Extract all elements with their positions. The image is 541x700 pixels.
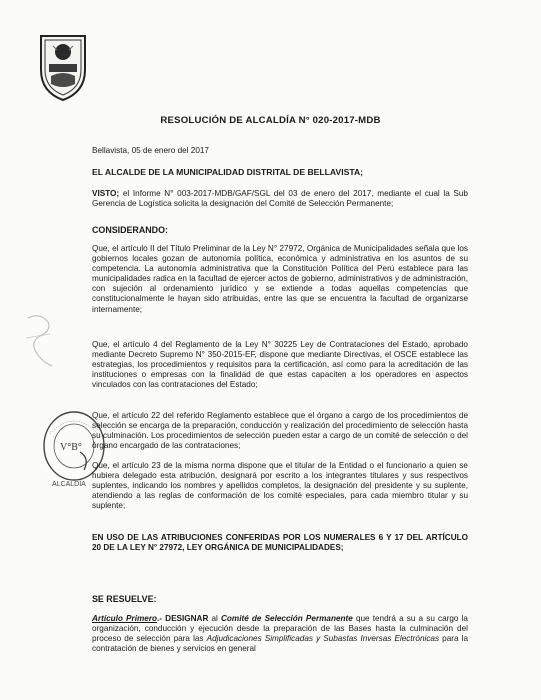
signature-mark-icon: [22, 308, 58, 374]
se-resuelve-heading: SE RESUELVE:: [92, 594, 157, 604]
comite-name: Comité de Selección Permanente: [221, 614, 353, 623]
articulo-label: Artículo Primero: [92, 614, 158, 623]
articulo-sep: .-: [157, 614, 166, 623]
visto-label: VISTO;: [92, 189, 120, 198]
articulo-text-2: que tendrá a su a su cargo la organización, conducción y ejecución desde la preparación de las Bases hasta la culminación del proceso de selección para las: [92, 614, 468, 644]
paragraph-3: Que, el artículo 22 del referido Reglamento establece que el órgano a cargo de los procedimientos de selección se encarga de la preparación, conducción y realización del procedimiento de selección hasta su culminación. Los procedimientos de selección pueden estar a cargo de un comité de selección o del órgano encargado de las contrataciones;: [92, 411, 468, 451]
articulo-primero-paragraph: [92, 614, 468, 654]
visto-paragraph: [92, 189, 468, 209]
municipal-seal-icon: [33, 30, 93, 102]
paragraph-2: Que, el artículo 4 del Reglamento de la Ley N° 30225 Ley de Contrataciones del Estado, aprobado mediante Decreto Supremo N° 350-2015-EF, dispone que mediante Directivas, el OSCE establece las estrategias, los procedimientos y requisitos para la certificación, así como para la acreditación de las instituciones o empresas con la finalidad de que estas capaciten a los operadores en aspectos vinculados con las contrataciones del Estado;: [92, 340, 468, 390]
articulo-text-1: al: [208, 614, 222, 623]
articulo-text-3: para la contratación de bienes y servicios en general: [92, 634, 468, 654]
alcalde-line: EL ALCALDE DE LA MUNICIPALIDAD DISTRITAL DE BELLAVISTA;: [92, 167, 364, 177]
stamp-center-text: V°B°: [60, 442, 82, 453]
adjudicaciones-text: Adjudicaciones Simplificadas y Subastas Inversas Electrónicas: [206, 634, 440, 644]
visto-text: el Informe N° 003-2017-MDB/GAF/SGL del 03 de enero del 2017, mediante el cual la Sub Gerencia de Logística solicita la designación del Comité de Selección Permanente;: [92, 189, 468, 209]
designar-word: DESIGNAR: [165, 614, 209, 623]
considerando-heading: CONSIDERANDO:: [92, 225, 168, 235]
paragraph-4: Que, el artículo 23 de la misma norma dispone que el titular de la Entidad o el funcionario a quien se hubiera delegado esta atribución, designará por escrito a los integrantes titulares y sus respectivos suplentes, indicando los nombres y apellidos completos, la designación del presidente y su suplente, atendiendo a las reglas de conformación de los comité especiales, para cada miembro titular y su suplente;: [92, 461, 468, 511]
stamp-bottom-text: ALCALDÍA: [52, 481, 86, 488]
date-line: Bellavista, 05 de enero del 2017: [92, 146, 209, 155]
resolution-title: RESOLUCIÓN DE ALCALDÍA N° 020-2017-MDB: [160, 115, 381, 126]
paragraph-1: Que, el artículo II del Título Preliminar de la Ley N° 27972, Orgánica de Municipalidades señala que los gobiernos locales gozan de autonomía política, económica y administrativa en los asuntos de su competencia. La autonomía administrativa que la Constitución Política del Perú establece para las municipalidades radica en la facultad de ejercer actos de gobierno, administrativos y de administración, con sujeción al ordenamiento jurídico y se extiende a todas aquellas competencias que constitucionalmente le hayan sido atribuidas, entre las que se encuentra la facultad de organizarse internamente;: [92, 244, 468, 314]
atribuciones-paragraph: EN USO DE LAS ATRIBUCIONES CONFERIDAS POR LOS NUMERALES 6 Y 17 DEL ARTÍCULO 20 DE LA LEY N° 27972, LEY ORGÁNICA DE MUNICIPALIDADES;: [92, 533, 468, 553]
